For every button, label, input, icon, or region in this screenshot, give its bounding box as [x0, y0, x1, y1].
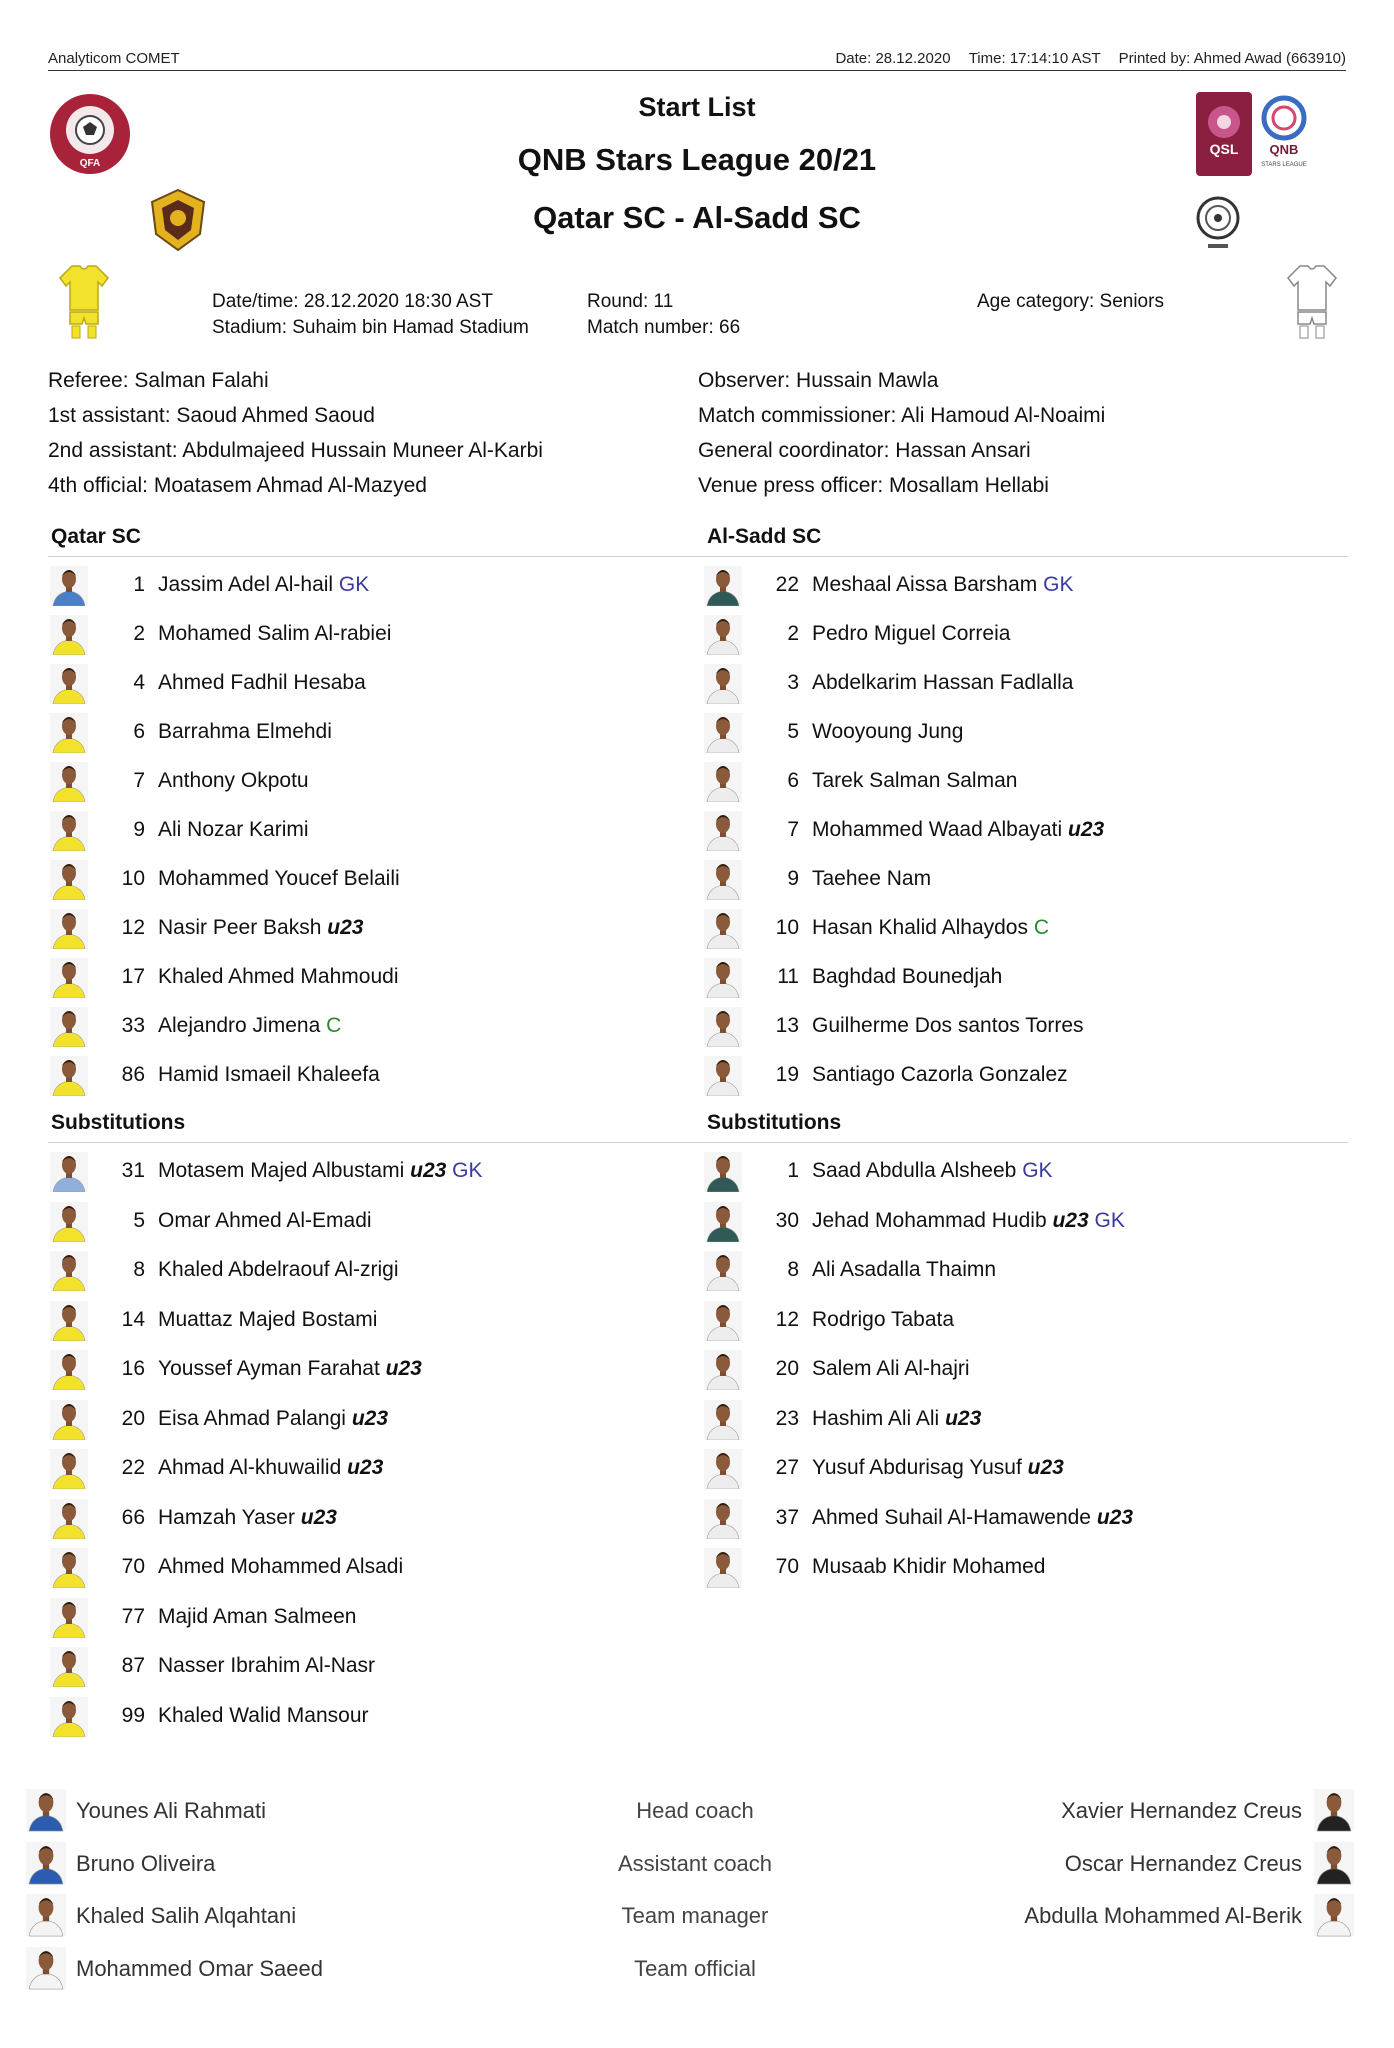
officials-right	[698, 363, 1105, 503]
away-staff-name: Abdulla Mohammed Al-Berik	[1024, 1903, 1302, 1928]
player-row	[50, 660, 650, 708]
home-subs-divider	[48, 1142, 698, 1143]
goalkeeper-tag: GK	[1043, 573, 1074, 596]
u23-tag: u23	[1068, 818, 1105, 841]
player-row	[50, 1693, 650, 1741]
player-row	[704, 1247, 1304, 1295]
staff-photo	[1314, 1839, 1354, 1887]
player-name: Ahmed Suhail Al-Hamawende u23	[812, 1505, 1134, 1529]
player-name: Muattaz Majed Bostami	[158, 1307, 378, 1331]
player-number: 77	[121, 1604, 145, 1628]
player-photo	[704, 566, 742, 606]
official-2nd-assistant: 2nd assistant: Abdulmajeed Hussain Muneer Al-Karbi	[48, 439, 543, 462]
player-name: Ahmad Al-khuwailid u23	[158, 1456, 384, 1479]
player-photo	[50, 1007, 88, 1047]
qsl-text: QSL	[1209, 141, 1239, 157]
player-name: Barrahma Elmehdi	[158, 720, 332, 743]
player-row	[50, 1643, 650, 1691]
player-photo	[50, 566, 88, 606]
staff-photo	[26, 1839, 66, 1887]
player-name: Omar Ahmed Al-Emadi	[158, 1208, 372, 1232]
player-number: 5	[787, 720, 799, 743]
player-number: 70	[775, 1555, 799, 1578]
player-row	[704, 1495, 1304, 1543]
player-row	[50, 758, 650, 806]
player-name: Jehad Mohammad Hudib u23 GK	[812, 1208, 1125, 1232]
officials-left	[48, 363, 543, 503]
player-row	[704, 1052, 1304, 1100]
player-photo	[50, 664, 88, 704]
staff-photo	[26, 1944, 66, 1992]
goalkeeper-tag: GK	[452, 1159, 483, 1182]
player-row	[704, 1346, 1304, 1394]
away-team-divider	[698, 556, 1348, 557]
player-row	[704, 1148, 1304, 1196]
player-photo	[704, 762, 742, 802]
player-number: 12	[775, 1307, 799, 1331]
player-row	[50, 905, 650, 953]
player-name: Majid Aman Salmeen	[158, 1604, 357, 1628]
player-name: Mohamed Salim Al-rabiei	[158, 622, 392, 645]
print-meta	[821, 50, 1346, 67]
player-photo	[704, 1056, 742, 1096]
home-staff-name: Khaled Salih Alqahtani	[76, 1903, 297, 1928]
player-number: 19	[775, 1063, 799, 1086]
player-number: 9	[787, 867, 799, 890]
player-photo	[50, 1202, 88, 1242]
captain-tag: C	[1033, 916, 1049, 939]
player-name: Khaled Ahmed Mahmoudi	[158, 965, 399, 988]
player-number: 87	[121, 1654, 145, 1677]
player-row	[50, 709, 650, 757]
player-number: 8	[133, 1258, 145, 1281]
player-name: Saad Abdulla Alsheeb GK	[812, 1159, 1053, 1182]
player-name: Salem Ali Al-hajri	[812, 1357, 970, 1380]
player-row	[50, 611, 650, 659]
player-name: Guilherme Dos santos Torres	[812, 1014, 1084, 1037]
player-name: Khaled Abdelraouf Al-zrigi	[158, 1258, 399, 1281]
player-row	[704, 660, 1304, 708]
staff-role: Head coach	[636, 1798, 754, 1823]
qfa-text: QFA	[79, 158, 101, 169]
away-subs-header: Substitutions	[707, 1111, 842, 1134]
player-number: 13	[775, 1014, 799, 1037]
player-number: 2	[787, 622, 799, 645]
player-photo	[704, 909, 742, 949]
player-name: Ali Asadalla Thaimn	[812, 1258, 997, 1281]
player-name: Meshaal Aissa Barsham GK	[812, 573, 1074, 596]
player-name: Nasir Peer Baksh u23	[158, 916, 364, 939]
player-row	[50, 1445, 650, 1493]
player-number: 27	[775, 1456, 799, 1479]
official-referee: Referee: Salman Falahi	[48, 369, 269, 392]
doc-title: Start List	[638, 92, 756, 122]
player-name: Ahmed Mohammed Alsadi	[158, 1555, 404, 1578]
player-name: Mohammed Youcef Belaili	[158, 867, 400, 890]
player-photo	[704, 1499, 742, 1539]
player-number: 22	[775, 573, 799, 596]
player-photo	[704, 1449, 742, 1489]
match-info-datetime-block	[212, 289, 529, 341]
player-photo	[704, 1350, 742, 1390]
player-photo	[704, 1548, 742, 1588]
player-number: 20	[121, 1406, 145, 1430]
qnb-text: QNB	[1269, 142, 1299, 157]
staff-role: Assistant coach	[617, 1850, 773, 1876]
u23-tag: u23	[385, 1357, 422, 1380]
player-name: Hasan Khalid Alhaydos C	[812, 916, 1049, 939]
away-staff-member	[900, 1786, 1360, 1834]
player-photo	[50, 713, 88, 753]
player-name: Rodrigo Tabata	[812, 1307, 955, 1331]
player-name: Hashim Ali Ali u23	[812, 1406, 982, 1430]
player-photo	[50, 1697, 88, 1737]
home-subs-header: Substitutions	[51, 1111, 186, 1134]
player-photo	[50, 1548, 88, 1588]
player-number: 11	[777, 965, 799, 988]
goalkeeper-tag: GK	[1022, 1159, 1053, 1182]
player-photo	[704, 1007, 742, 1047]
player-row	[704, 758, 1304, 806]
player-row	[50, 1346, 650, 1394]
staff-photo	[1314, 1891, 1354, 1939]
player-name: Baghdad Bounedjah	[812, 965, 1003, 988]
player-number: 23	[775, 1406, 799, 1430]
fixture-title: Qatar SC - Al-Sadd SC	[533, 200, 861, 235]
player-name: Tarek Salman Salman	[812, 769, 1018, 792]
player-photo	[704, 958, 742, 998]
match-info-round-block	[587, 289, 740, 341]
home-staff-name: Younes Ali Rahmati	[76, 1798, 266, 1823]
player-number: 10	[121, 867, 145, 890]
away-staff-member	[900, 1891, 1360, 1939]
player-row	[50, 1148, 650, 1196]
print-time: Time: 17:14:10 AST	[968, 50, 1101, 67]
player-photo	[50, 1598, 88, 1638]
player-row	[50, 562, 650, 610]
match-stadium: Stadium: Suhaim bin Hamad Stadium	[212, 317, 529, 338]
player-name: Ahmed Fadhil Hesaba	[158, 671, 366, 694]
player-photo	[704, 713, 742, 753]
home-staff-name: Mohammed Omar Saeed	[76, 1955, 323, 1981]
player-row	[704, 954, 1304, 1002]
player-photo	[50, 958, 88, 998]
player-number: 22	[121, 1456, 145, 1479]
player-photo	[50, 860, 88, 900]
away-staff-member	[900, 1839, 1360, 1887]
player-number: 14	[121, 1307, 145, 1331]
player-number: 37	[775, 1505, 799, 1529]
player-number: 1	[787, 1159, 799, 1182]
official-venue-press-officer: Venue press officer: Mosallam Hellabi	[698, 474, 1049, 497]
u23-tag: u23	[945, 1406, 982, 1430]
player-row	[704, 1396, 1304, 1444]
player-name: Motasem Majed Albustami u23 GK	[158, 1159, 483, 1182]
captain-tag: C	[326, 1014, 342, 1037]
staff-photo	[26, 1891, 66, 1939]
player-number: 5	[133, 1208, 145, 1232]
player-row	[704, 1003, 1304, 1051]
player-number: 86	[121, 1063, 145, 1086]
player-number: 70	[121, 1555, 145, 1578]
player-photo	[50, 1647, 88, 1687]
player-photo	[50, 615, 88, 655]
home-staff-member	[26, 1891, 526, 1939]
away-staff-name: Oscar Hernandez Creus	[1064, 1850, 1302, 1876]
player-number: 20	[775, 1357, 799, 1380]
away-subs-divider	[698, 1142, 1348, 1143]
player-photo	[704, 1202, 742, 1242]
player-name: Pedro Miguel Correia	[812, 622, 1011, 645]
player-name: Yusuf Abdurisag Yusuf u23	[812, 1456, 1064, 1479]
u23-tag: u23	[410, 1159, 447, 1182]
player-row	[50, 1544, 650, 1592]
match-number: Match number: 66	[587, 317, 741, 338]
player-photo	[704, 1152, 742, 1192]
staff-role: Team manager	[621, 1903, 769, 1928]
player-row	[704, 611, 1304, 659]
player-name: Taehee Nam	[812, 867, 932, 890]
player-name: Nasser Ibrahim Al-Nasr	[158, 1654, 376, 1677]
player-number: 4	[133, 671, 145, 694]
staff-photo	[1314, 1786, 1354, 1834]
age-category: Age category: Seniors	[977, 291, 1164, 312]
player-row	[704, 807, 1304, 855]
player-photo	[50, 1400, 88, 1440]
official-general-coordinator: General coordinator: Hassan Ansari	[698, 439, 1031, 462]
staff-photo	[26, 1786, 66, 1834]
player-name: Eisa Ahmad Palangi u23	[158, 1406, 388, 1430]
player-name: Anthony Okpotu	[158, 769, 309, 792]
home-kit-icon	[58, 264, 110, 340]
player-number: 30	[775, 1208, 799, 1232]
player-photo	[50, 1350, 88, 1390]
player-name: Jassim Adel Al-hail GK	[158, 573, 370, 596]
player-photo	[50, 762, 88, 802]
player-number: 31	[121, 1159, 145, 1182]
player-row	[704, 856, 1304, 904]
home-staff-member	[26, 1944, 526, 1992]
player-row	[704, 1297, 1304, 1345]
player-number: 16	[121, 1357, 145, 1380]
player-photo	[50, 1499, 88, 1539]
player-row	[50, 1297, 650, 1345]
u23-tag: u23	[1096, 1505, 1134, 1529]
goalkeeper-tag: GK	[1094, 1208, 1125, 1232]
player-row	[50, 954, 650, 1002]
player-row	[50, 1396, 650, 1444]
player-photo	[50, 1056, 88, 1096]
player-name: Mohammed Waad Albayati u23	[812, 818, 1105, 841]
home-team-divider	[48, 556, 698, 557]
player-photo	[704, 811, 742, 851]
player-number: 12	[121, 916, 145, 939]
player-number: 33	[121, 1014, 145, 1037]
player-photo	[704, 664, 742, 704]
player-photo	[704, 860, 742, 900]
player-number: 1	[133, 573, 145, 596]
player-row	[704, 905, 1304, 953]
player-photo	[704, 615, 742, 655]
player-number: 6	[787, 769, 799, 792]
home-staff-name: Bruno Oliveira	[76, 1850, 216, 1876]
player-row	[704, 1198, 1304, 1246]
u23-tag: u23	[300, 1505, 337, 1529]
header-divider	[48, 70, 1346, 71]
print-header	[48, 50, 1346, 67]
u23-tag: u23	[347, 1456, 384, 1479]
player-number: 7	[133, 769, 145, 792]
player-photo	[704, 1301, 742, 1341]
system-name: Analyticom COMET	[48, 50, 180, 67]
player-number: 99	[121, 1703, 145, 1727]
player-photo	[50, 1152, 88, 1192]
player-row	[704, 709, 1304, 757]
away-team-header: Al-Sadd SC	[707, 525, 822, 548]
player-number: 3	[787, 671, 799, 694]
printed-by: Printed by: Ahmed Awad (663910)	[1118, 50, 1346, 67]
u23-tag: u23	[351, 1406, 388, 1430]
official-match-commissioner: Match commissioner: Ali Hamoud Al-Noaimi	[698, 404, 1106, 427]
player-photo	[50, 909, 88, 949]
player-photo	[704, 1400, 742, 1440]
print-date: Date: 28.12.2020	[835, 50, 951, 67]
player-row	[50, 856, 650, 904]
official-4th-official: 4th official: Moatasem Ahmad Al-Mazyed	[48, 474, 427, 497]
player-row	[704, 562, 1304, 610]
player-name: Hamzah Yaser u23	[158, 1505, 337, 1529]
home-staff-member	[26, 1839, 526, 1887]
u23-tag: u23	[1027, 1456, 1064, 1479]
player-row	[50, 1247, 650, 1295]
player-number: 2	[133, 622, 145, 645]
player-name: Abdelkarim Hassan Fadlalla	[812, 671, 1074, 694]
home-team-header: Qatar SC	[51, 525, 141, 548]
player-photo	[50, 1449, 88, 1489]
player-number: 8	[787, 1258, 799, 1281]
player-number: 6	[133, 720, 145, 743]
player-row	[50, 1495, 650, 1543]
player-row	[704, 1445, 1304, 1493]
player-name: Musaab Khidir Mohamed	[812, 1555, 1046, 1578]
player-name: Khaled Walid Mansour	[158, 1703, 369, 1727]
goalkeeper-tag: GK	[338, 573, 370, 596]
match-datetime: Date/time: 28.12.2020 18:30 AST	[212, 291, 493, 312]
player-row	[50, 1052, 650, 1100]
player-number: 66	[121, 1505, 145, 1529]
official-1st-assistant: 1st assistant: Saoud Ahmed Saoud	[48, 404, 375, 427]
player-row	[50, 1003, 650, 1051]
away-kit-icon	[1286, 264, 1338, 340]
away-staff-name: Xavier Hernandez Creus	[1061, 1798, 1302, 1823]
player-photo	[50, 1301, 88, 1341]
player-name: Youssef Ayman Farahat u23	[158, 1357, 422, 1380]
stars-league-text: STARS LEAGUE	[1261, 162, 1307, 168]
player-row	[50, 1198, 650, 1246]
player-number: 17	[121, 965, 145, 988]
official-observer: Observer: Hussain Mawla	[698, 369, 939, 392]
player-photo	[50, 811, 88, 851]
player-row	[50, 807, 650, 855]
player-photo	[704, 1251, 742, 1291]
player-name: Alejandro Jimena C	[158, 1014, 342, 1037]
player-name: Hamid Ismaeil Khaleefa	[158, 1063, 380, 1086]
player-number: 10	[775, 916, 799, 939]
player-name: Wooyoung Jung	[812, 720, 964, 743]
u23-tag: u23	[1052, 1208, 1089, 1232]
match-round: Round: 11	[587, 291, 674, 312]
u23-tag: u23	[327, 916, 364, 939]
player-number: 9	[133, 818, 145, 841]
player-row	[704, 1544, 1304, 1592]
player-photo	[50, 1251, 88, 1291]
player-name: Ali Nozar Karimi	[158, 818, 309, 841]
home-staff-member	[26, 1786, 526, 1834]
league-name: QNB Stars League 20/21	[517, 142, 877, 177]
player-row	[50, 1594, 650, 1642]
staff-role: Team official	[634, 1955, 756, 1981]
player-number: 7	[787, 818, 799, 841]
player-name: Santiago Cazorla Gonzalez	[812, 1063, 1068, 1086]
